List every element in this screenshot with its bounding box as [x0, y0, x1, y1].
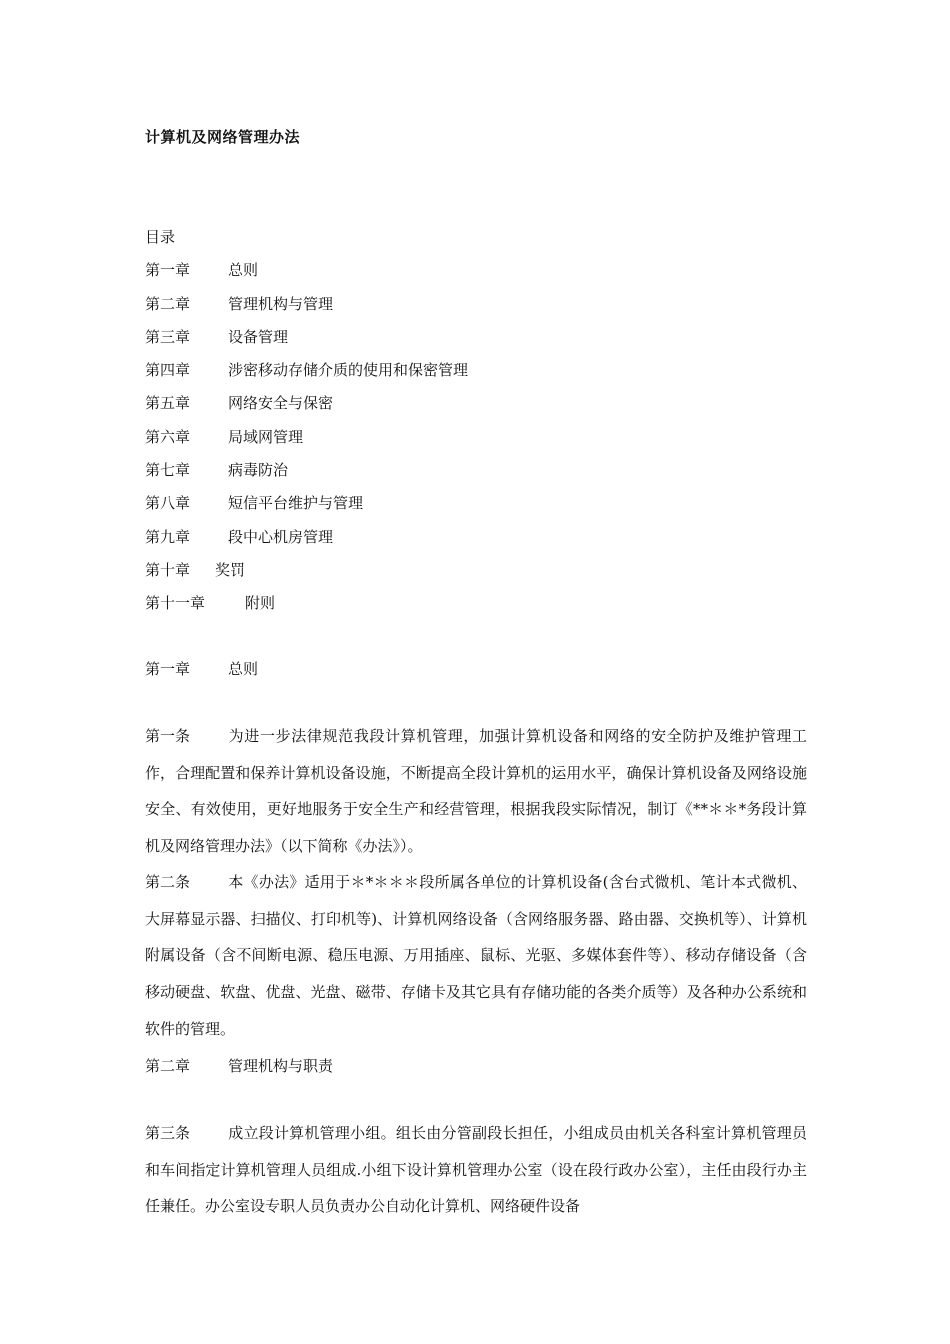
- article-paragraph: [145, 718, 807, 865]
- toc-item-title: 奖罚: [215, 560, 246, 579]
- article-paragraph: [145, 1115, 807, 1225]
- table-of-contents: [145, 225, 807, 625]
- article-text: 成立段计算机管理小组。组长由分管副段长担任，小组成员由机关各科室计算机管理员和车间指定计算机管理人员组成.小组下设计算机管理办公室（设在段行政办公室），主任由段行办主任兼任。办公室设专职人员负责办公自动化计算机、网络硬件设备: [145, 1124, 807, 1216]
- toc-item-number: 第三章: [145, 327, 191, 346]
- toc-item-title: 设备管理: [228, 327, 289, 346]
- toc-item-number: 第八章: [145, 494, 191, 513]
- toc-item-number: 第五章: [145, 394, 191, 413]
- article-paragraph: [145, 864, 807, 1048]
- toc-item: [145, 558, 807, 591]
- toc-item: [145, 325, 807, 358]
- article-number: 第二条: [145, 873, 191, 891]
- toc-item: [145, 525, 807, 558]
- article-number: 第三条: [145, 1124, 191, 1142]
- toc-item-number: 第九章: [145, 527, 191, 546]
- document-title: 计算机及网络管理办法: [145, 128, 301, 146]
- article-text: 为进一步法律规范我段计算机管理，加强计算机设备和网络的安全防护及维护管理工作，合理配置和保养计算机设备设施，不断提高全段计算机的运用水平，确保计算机设备及网络设施安全、有效使用，更好地服务于安全生产和经营管理，根据我段实际情况，制订《**＊＊*务段计算机及网络管理办法》（以下简称《办法》）。: [145, 727, 807, 856]
- chapter-heading: [145, 1054, 333, 1078]
- toc-item: [145, 458, 807, 491]
- toc-item-title: 段中心机房管理: [228, 527, 334, 546]
- toc-item-number: 第十章: [145, 560, 191, 579]
- article-number: 第一条: [145, 727, 191, 745]
- toc-item-number: 第二章: [145, 294, 191, 313]
- chapter-title: 总则: [228, 660, 259, 678]
- chapter-title: 管理机构与职责: [228, 1057, 334, 1075]
- toc-item-title: 短信平台维护与管理: [228, 494, 364, 513]
- toc-item-title: 病毒防治: [228, 461, 289, 480]
- toc-item-title: 总则: [228, 261, 259, 280]
- toc-item-number: 第六章: [145, 427, 191, 446]
- toc-item: [145, 425, 807, 458]
- toc-item-title: 网络安全与保密: [228, 394, 334, 413]
- toc-item: [145, 391, 807, 424]
- toc-item: [145, 358, 807, 391]
- chapter-number: 第一章: [145, 660, 191, 678]
- toc-item-number: 第七章: [145, 461, 191, 480]
- toc-item-number: 第四章: [145, 361, 191, 380]
- toc-item-title: 附则: [245, 594, 276, 613]
- chapter-heading: [145, 657, 258, 681]
- toc-item-title: 涉密移动存储介质的使用和保密管理: [228, 361, 469, 380]
- toc-item-number: 第一章: [145, 261, 191, 280]
- chapter-number: 第二章: [145, 1057, 191, 1075]
- toc-item-title: 管理机构与管理: [228, 294, 334, 313]
- toc-item: [145, 591, 807, 624]
- toc-item-title: 局域网管理: [228, 427, 304, 446]
- toc-item: [145, 292, 807, 325]
- toc-item: [145, 258, 807, 291]
- article-text: 本《办法》适用于＊*＊＊＊段所属各单位的计算机设备(含台式微机、笔计本式微机、大屏幕显示器、扫描仪、打印机等)、计算机网络设备（含网络服务器、路由器、交换机等）、计算机附属设备（含不间断电源、稳压电源、万用插座、鼠标、光驱、多媒体套件等）、移动存储设备（含移动硬盘、软盘、优盘、光盘、磁带、存储卡及其它具有存储功能的各类介质等）及各种办公系统和软件的管理。: [145, 873, 807, 1038]
- toc-heading: 目录: [145, 228, 176, 246]
- toc-item: [145, 491, 807, 524]
- toc-item-number: 第十一章: [145, 594, 206, 613]
